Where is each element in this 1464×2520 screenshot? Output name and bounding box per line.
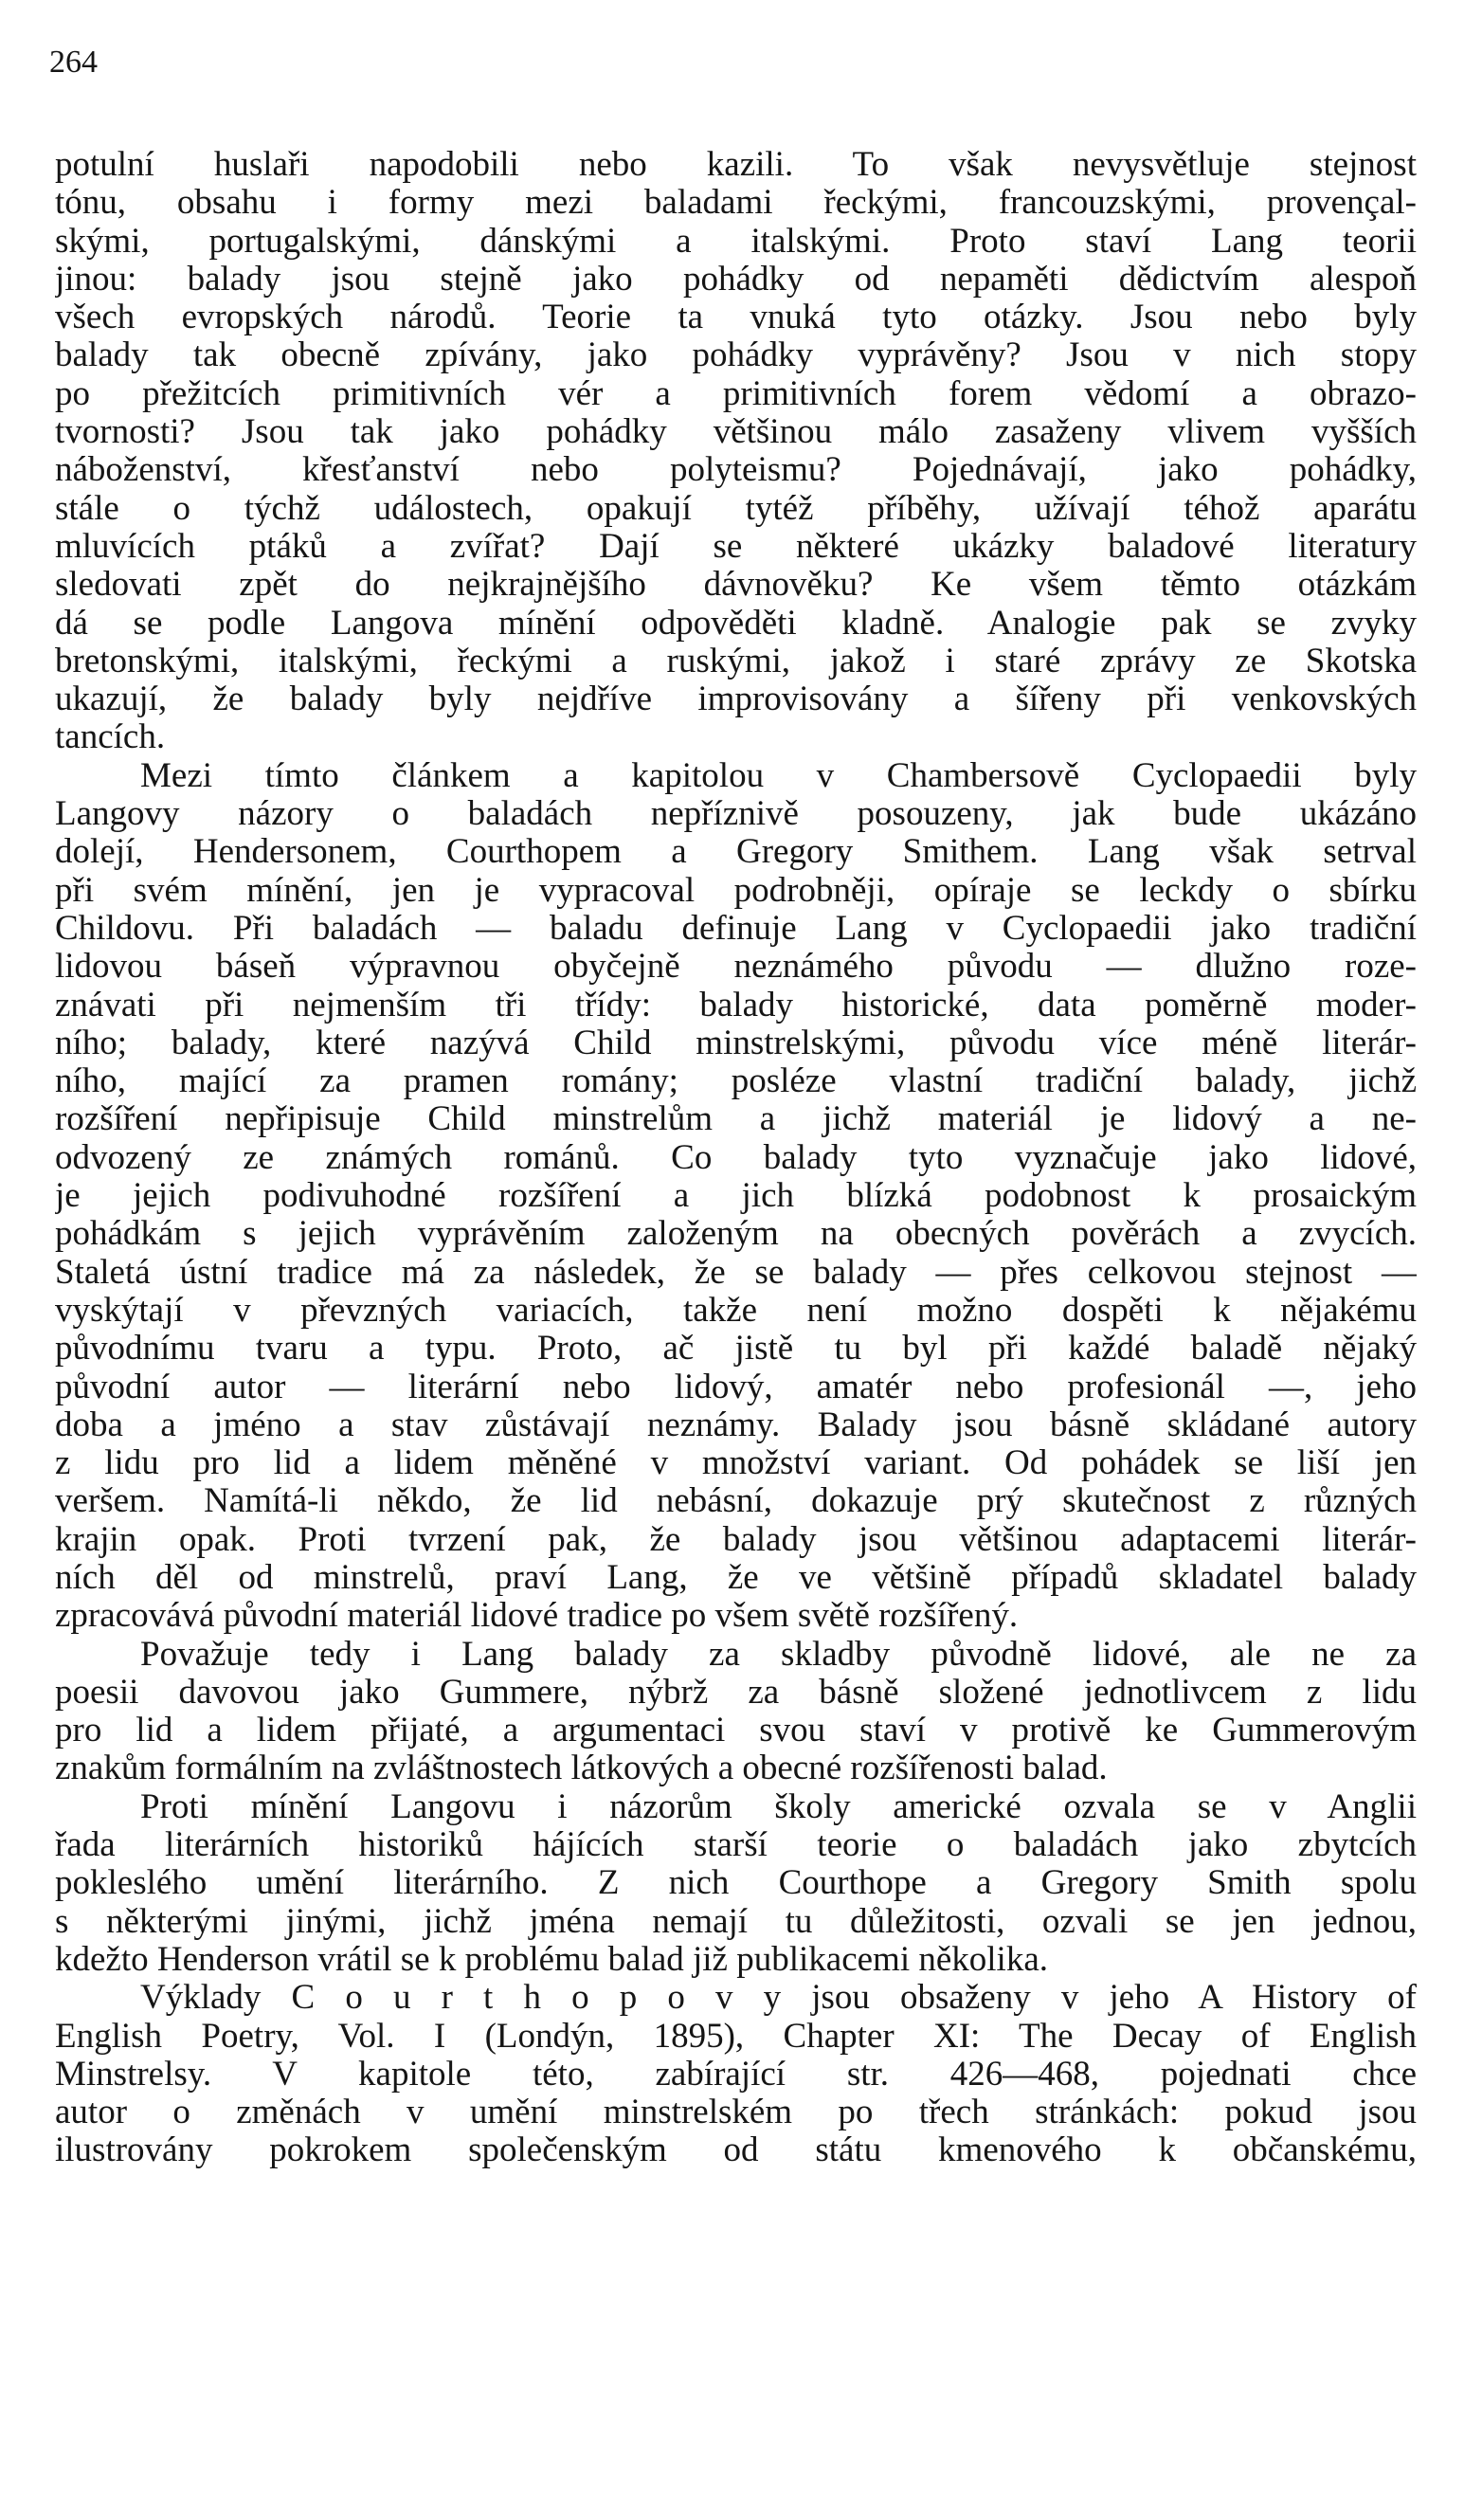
body-text [55,146,1417,2170]
text-line: doba a jméno a stav zůstávají neznámy. Balady jsou básně skládané autory [55,1405,1417,1444]
text-line: všech evropských národů. Teorie ta vnuká tyto otázky. Jsou nebo byly [55,299,1417,337]
text-line: ního; balady, které nazývá Child minstrelskými, původu více méně literár- [55,1024,1417,1062]
text-line: zpracovává původní materiál lidové tradice po všem světě rozšířený. [55,1597,1019,1636]
text-line: s některými jinými, jichž jména nemají tu důležitosti, ozvali se jen jednou, [55,1902,1417,1941]
text-line: při svém mínění, jen je vypracoval podrobněji, opíraje se leckdy o sbírku [55,871,1417,910]
text-line: ilustrovány pokrokem společenským od státu kmenového k občanskému, [55,2131,1417,2170]
text-line: náboženství, křesťanství nebo polyteismu? Pojednávají, jako pohádky, [55,451,1417,490]
text-line: ních děl od minstrelů, praví Lang, že ve většině případů skladatel balady [55,1558,1417,1597]
text-line: jinou: balady jsou stejně jako pohádky od nepaměti dědictvím alespoň [55,260,1417,299]
text-line: Childovu. Při baladách — baladu definuje Lang v Cyclopaedii jako tradiční [55,909,1417,948]
text-line: rozšíření nepřipisuje Child minstrelům a jichž materiál je lidový a ne- [55,1100,1417,1139]
text-line: z lidu pro lid a lidem měněné v množství variant. Od pohádek se liší jen [55,1444,1417,1483]
text-line: dolejí, Hendersonem, Courthopem a Gregory Smithem. Lang však setrval [55,833,1417,872]
text-line: balady tak obecně zpívány, jako pohádky vyprávěny? Jsou v nich stopy [55,336,1417,375]
text-line: mluvících ptáků a zvířat? Dají se některé ukázky baladové literatury [55,527,1417,566]
text-line: Langovy názory o baladách nepříznivě posouzeny, jak bude ukázáno [55,795,1417,834]
text-line: ního, mající za pramen romány; posléze vlastní tradiční balady, jichž [55,1062,1417,1101]
text-line: tvornosti? Jsou tak jako pohádky většinou málo zasaženy vlivem vyšších [55,413,1417,452]
text-line: kdežto Henderson vrátil se k problému balad již publikacemi několika. [55,1940,1049,1979]
text-line: Výklady C o u r t h o p o v y jsou obsaženy v jeho A History of [140,1979,1417,2018]
text-line: původní autor — literární nebo lidový, amatér nebo profesionál —, jeho [55,1368,1417,1406]
text-line: Považuje tedy i Lang balady za skladby původně lidové, ale ne za [140,1635,1417,1674]
text-line: autor o změnách v umění minstrelském po třech stránkách: pokud jsou [55,2094,1417,2132]
text-line: poesii davovou jako Gummere, nýbrž za básně složené jednotlivcem z lidu [55,1673,1417,1712]
text-line: bretonskými, italskými, řeckými a ruskými, jakož i staré zprávy ze Skotska [55,642,1417,680]
text-line: pro lid a lidem přijaté, a argumentaci svou staví v protivě ke Gummerovým [55,1712,1417,1750]
text-line: pohádkám s jejich vyprávěním založeným na obecných pověrách a zvycích. [55,1215,1417,1254]
text-line: původnímu tvaru a typu. Proto, ač jistě tu byl při každé baladě nějaký [55,1330,1417,1369]
text-line: Minstrelsy. V kapitole této, zabírající str. 426—468, pojednati chce [55,2055,1417,2094]
text-line: potulní huslaři napodobili nebo kazili. To však nevysvětluje stejnost [55,146,1417,184]
text-line: veršem. Namítá-li někdo, že lid nebásní, dokazuje prý skutečnost z různých [55,1482,1417,1521]
text-line: Staletá ústní tradice má za následek, že se balady — přes celkovou stejnost — [55,1253,1417,1292]
text-line: lidovou báseň výpravnou obyčejně neznámého původu — dlužno roze- [55,948,1417,987]
text-line: tancích. [55,718,166,757]
text-line: skými, portugalskými, dánskými a italskými. Proto staví Lang teorii [55,222,1417,261]
text-line: pokleslého umění literárního. Z nich Courthope a Gregory Smith spolu [55,1864,1417,1903]
page-number: 264 [49,45,98,80]
text-line: sledovati zpět do nejkrajnějšího dávnověku? Ke všem těmto otázkám [55,566,1417,605]
text-line: po přežitcích primitivních vér a primitivních forem vědomí a obrazo- [55,374,1417,413]
text-line: English Poetry, Vol. I (Londýn, 1895), Chapter XI: The Decay of English [55,2017,1417,2056]
text-line: vyskýtají v převzných variacích, takže není možno dospěti k nějakému [55,1291,1417,1330]
text-line: ukazují, že balady byly nejdříve improvisovány a šířeny při venkovských [55,680,1417,719]
text-line: Proti mínění Langovu i názorům školy americké ozvala se v Anglii [140,1787,1417,1826]
text-line: znakům formálním na zvláštnostech látkových a obecné rozšířenosti balad. [55,1749,1108,1788]
text-line: řada literárních historiků hájících starší teorie o baladách jako zbytcích [55,1826,1417,1865]
text-line: odvozený ze známých románů. Co balady tyto vyznačuje jako lidové, [55,1138,1417,1177]
text-line: je jejich podivuhodné rozšíření a jich blízká podobnost k prosaickým [55,1177,1417,1216]
text-line: stále o týchž událostech, opakují tytéž příběhy, užívají téhož aparátu [55,489,1417,528]
text-line: Mezi tímto článkem a kapitolou v Chambersově Cyclopaedii byly [140,756,1417,795]
text-line: krajin opak. Proti tvrzení pak, že balady jsou většinou adaptacemi literár- [55,1520,1417,1559]
text-line: znávati při nejmenším tři třídy: balady historické, data poměrně moder- [55,986,1417,1024]
text-line: tónu, obsahu i formy mezi baladami řeckými, francouzskými, provençal- [55,184,1417,223]
text-line: dá se podle Langova mínění odpověděti kladně. Analogie pak se zvyky [55,604,1417,643]
